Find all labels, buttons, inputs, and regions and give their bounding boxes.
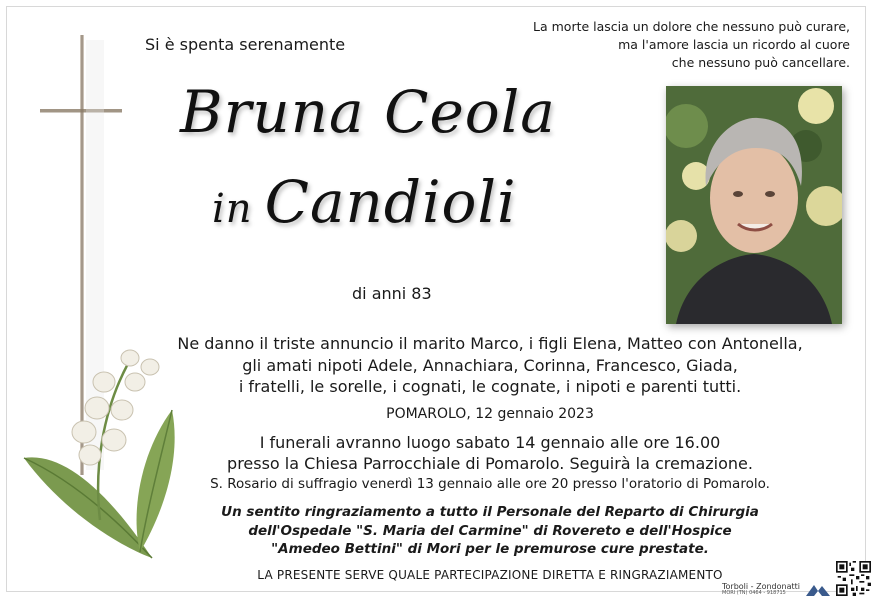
footer-notice: LA PRESENTE SERVE QUALE PARTECIPAZIONE DIRETTA E RINGRAZIAMENTO: [257, 568, 723, 582]
married-surname: Candioli: [264, 168, 517, 236]
quote-line: che nessuno può cancellare.: [671, 55, 850, 70]
funeral-details: [140, 432, 840, 495]
thanks-line: Un sentito ringraziamento a tutto il Personale del Reparto di Chirurgia: [221, 504, 759, 520]
deceased-name: Bruna Ceola: [180, 78, 556, 146]
place-date: POMAROLO, 12 gennaio 2023: [386, 406, 594, 422]
funeral-line: presso la Chiesa Parrocchiale di Pomarolo. Seguirà la cremazione.: [227, 454, 753, 473]
death-announcement: [140, 333, 840, 398]
married-name: [212, 168, 517, 236]
memorial-quote: [510, 18, 850, 72]
thanks-message: [140, 503, 840, 559]
name-prefix: in: [212, 186, 253, 232]
announcement-line: i fratelli, le sorelle, i cognati, le cognate, i nipoti e parenti tutti.: [238, 377, 742, 396]
funeral-home-contact: MORI (TN) 0464 - 918715: [722, 590, 786, 596]
announcement-line: Ne danno il triste annuncio il marito Marco, i figli Elena, Matteo con Antonella,: [177, 334, 803, 353]
funeral-line: I funerali avranno luogo sabato 14 gennaio alle ore 16.00: [259, 433, 721, 452]
funeral-home-logo-icon: [805, 583, 831, 597]
portrait-photo: [666, 86, 842, 324]
rosary-line: S. Rosario di suffragio venerdì 13 gennaio alle ore 20 presso l'oratorio di Pomarolo.: [210, 476, 770, 492]
funeral-home-title: Torboli - Zondonatti: [722, 582, 800, 591]
thanks-line: dell'Ospedale "S. Maria del Carmine" di Rovereto e dell'Hospice: [248, 522, 732, 539]
announcement-line: gli amati nipoti Adele, Annachiara, Corinna, Francesco, Giada,: [242, 355, 738, 375]
funeral-home-name: [722, 582, 800, 596]
age-text: di anni 83: [352, 284, 432, 303]
quote-line: ma l'amore lascia un ricordo al cuore: [618, 37, 850, 52]
intro-text: Si è spenta serenamente: [145, 35, 346, 54]
qr-code-icon[interactable]: [836, 561, 871, 596]
thanks-line: "Amedeo Bettini" di Mori per le premurose cure prestate.: [271, 541, 709, 557]
quote-line: La morte lascia un dolore che nessuno può curare,: [533, 19, 850, 34]
